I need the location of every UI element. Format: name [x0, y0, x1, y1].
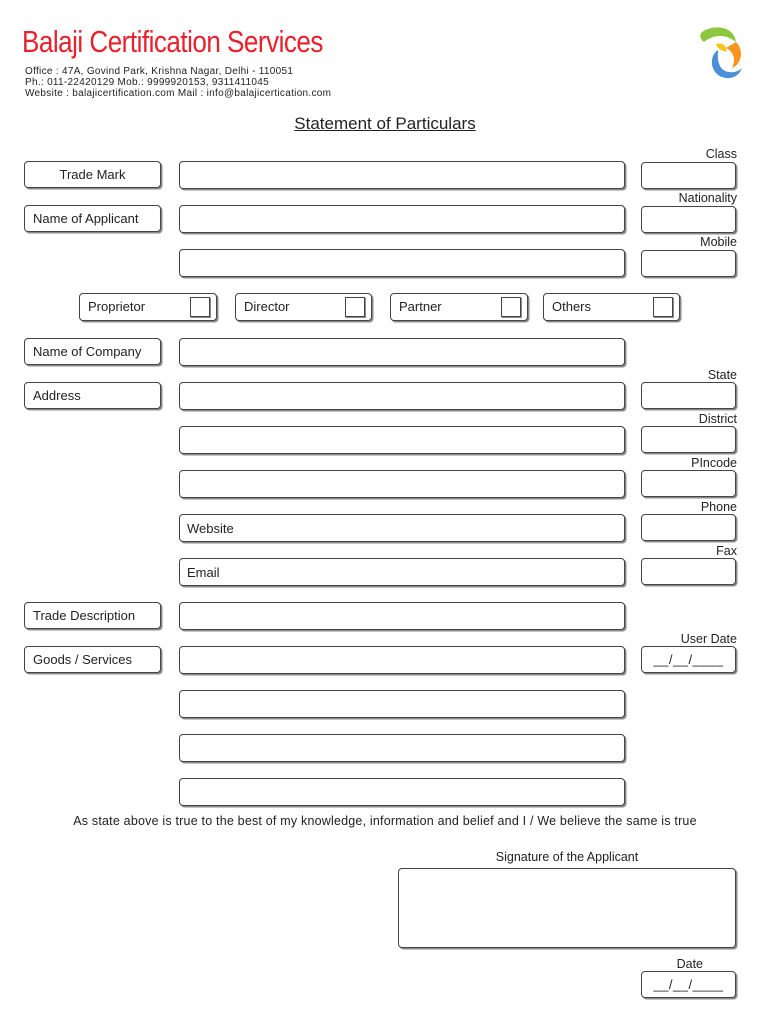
pincode-label: PIncode [691, 456, 737, 470]
date-field[interactable]: __/__/____ [641, 971, 736, 998]
designation-others[interactable] [543, 293, 680, 321]
website-inline-label: Website [187, 520, 234, 536]
goods-services-field-3[interactable] [179, 734, 625, 762]
trade-description-field[interactable] [179, 602, 625, 630]
address-label: Address [24, 382, 161, 409]
partner-checkbox[interactable] [501, 297, 521, 317]
user-date-label: User Date [680, 632, 737, 646]
applicant-name-label: Name of Applicant [24, 205, 161, 232]
designation-director-label: Director [244, 299, 290, 314]
email-inline-label: Email [187, 564, 220, 580]
form-title: Statement of Particulars [294, 114, 476, 133]
website-field[interactable] [179, 514, 625, 542]
designation-partner-label: Partner [399, 299, 442, 314]
class-field[interactable] [641, 162, 736, 189]
designation-others-label: Others [552, 299, 592, 314]
user-date-field[interactable]: __/__/____ [641, 646, 736, 673]
district-label: District [698, 412, 737, 426]
proprietor-checkbox[interactable] [190, 297, 210, 317]
designation-proprietor-label: Proprietor [88, 299, 146, 314]
state-label: State [707, 368, 737, 382]
declaration-text: As state above is true to the best of my knowledge, information and belief and I / We believe the same is true [73, 814, 697, 828]
trade-mark-label: Trade Mark [24, 161, 161, 188]
fax-label: Fax [716, 544, 737, 558]
district-field[interactable] [641, 426, 736, 453]
trade-description-label: Trade Description [24, 602, 161, 629]
balaji-swirl-logo-icon [696, 22, 748, 84]
address-field-1[interactable] [179, 382, 625, 410]
class-label: Class [705, 147, 737, 161]
designation-proprietor[interactable] [79, 293, 217, 321]
nationality-field[interactable] [641, 206, 736, 233]
applicant-name-field-2[interactable] [179, 249, 625, 277]
goods-services-label: Goods / Services [24, 646, 161, 673]
signature-box[interactable] [398, 868, 736, 948]
company-name-field[interactable] [179, 338, 625, 366]
state-field[interactable] [641, 382, 736, 409]
applicant-name-field[interactable] [179, 205, 625, 233]
goods-services-field-4[interactable] [179, 778, 625, 806]
phone-label: Phone [700, 500, 737, 514]
office-address: Office : 47A, Govind Park, Krishna Nagar, Delhi - 110051 [25, 66, 294, 77]
trade-mark-field[interactable] [179, 161, 625, 189]
address-field-3[interactable] [179, 470, 625, 498]
director-checkbox[interactable] [345, 297, 365, 317]
pincode-field[interactable] [641, 470, 736, 497]
designation-director[interactable] [235, 293, 372, 321]
others-checkbox[interactable] [653, 297, 673, 317]
date-label: Date [676, 957, 703, 971]
mobile-field[interactable] [641, 250, 736, 277]
goods-services-field-1[interactable] [179, 646, 625, 674]
signature-label: Signature of the Applicant [495, 850, 639, 864]
designation-partner[interactable] [390, 293, 528, 321]
website-mail: Website : balajicertification.com Mail : info@balajicertication.com [25, 88, 332, 99]
nationality-label: Nationality [678, 191, 737, 205]
email-field[interactable] [179, 558, 625, 586]
phone-numbers: Ph.: 011-22420129 Mob.: 9999920153, 9311411045 [25, 77, 269, 88]
goods-services-field-2[interactable] [179, 690, 625, 718]
phone-field[interactable] [641, 514, 736, 541]
fax-field[interactable] [641, 558, 736, 585]
company-brand-name: Balaji Certification Services [22, 24, 323, 59]
address-field-2[interactable] [179, 426, 625, 454]
company-name-label: Name of Company [24, 338, 161, 365]
mobile-label: Mobile [700, 235, 737, 249]
